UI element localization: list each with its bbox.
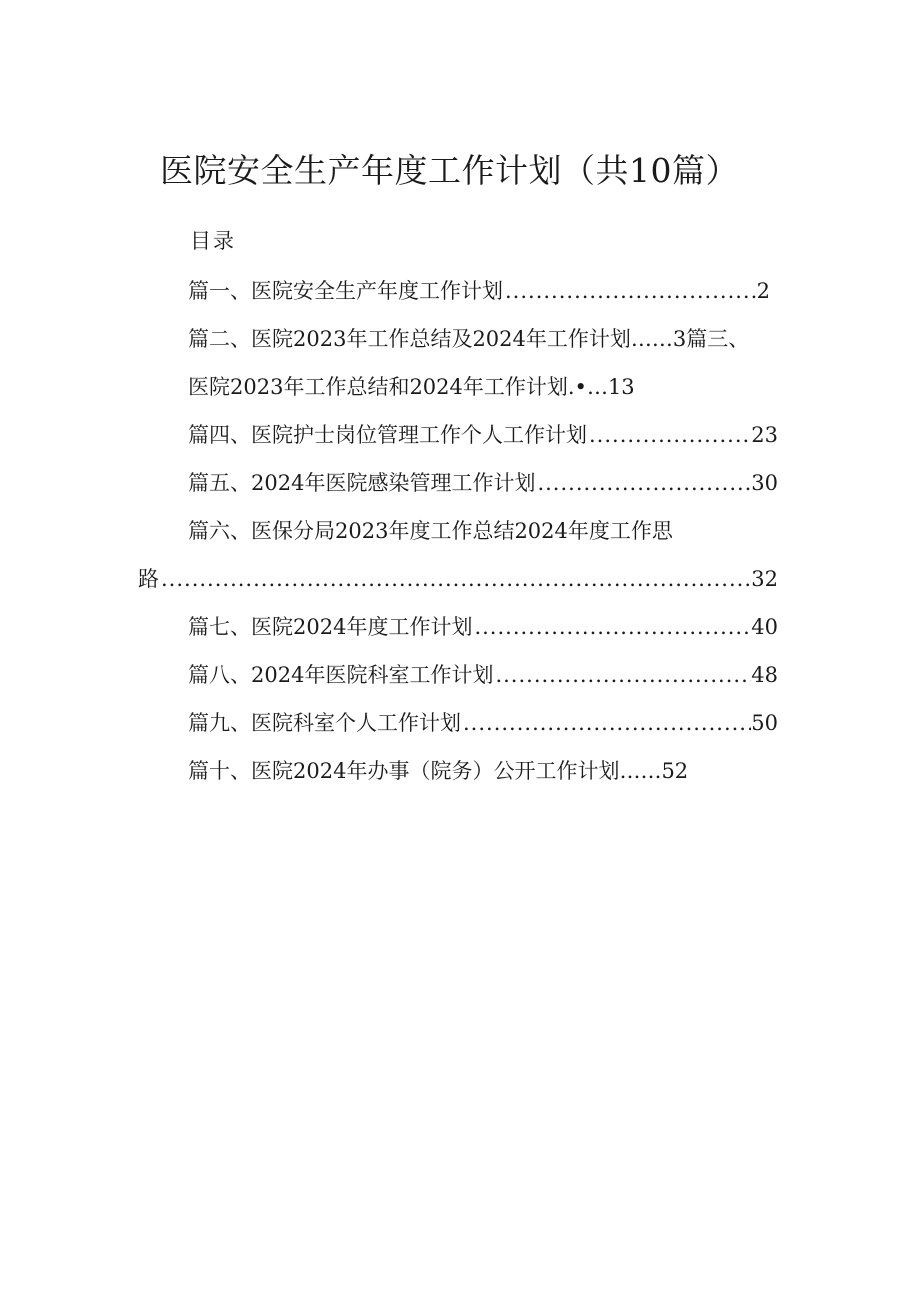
toc-leader: [503, 274, 757, 308]
toc-entry-7-title: 篇七、医院2024年度工作计划: [188, 615, 473, 639]
toc-entry-8[interactable]: [188, 658, 778, 692]
toc-entry-8-page: 48: [751, 663, 778, 687]
toc-entry-1-page: 2: [756, 279, 770, 303]
toc-entry-8-title: 篇八、2024年医院科室工作计划: [188, 663, 494, 687]
toc-entry-9[interactable]: [188, 706, 778, 740]
toc-leader: [587, 418, 751, 452]
toc-entry-5-page: 30: [751, 471, 778, 495]
toc-entry-7-page: 40: [751, 615, 778, 639]
toc-leader: [535, 466, 751, 500]
toc-entry-1-title: 篇一、医院安全生产年度工作计划: [188, 279, 503, 303]
toc-entry-6[interactable]: 篇六、医保分局2023年度工作总结2024年度工作思: [188, 519, 673, 543]
toc-entry-4-title: 篇四、医院护士岗位管理工作个人工作计划: [188, 423, 587, 447]
toc-heading: 目录: [190, 229, 236, 253]
toc-leader: [472, 610, 751, 644]
toc-leader: [493, 658, 751, 692]
toc-leader: [461, 706, 751, 740]
toc-entry-9-title: 篇九、医院科室个人工作计划: [188, 711, 461, 735]
toc-entry-2[interactable]: 篇二、医院2023年工作总结及2024年工作计划……3篇三、: [188, 327, 750, 351]
toc-entry-6-title-tail: 路: [138, 567, 159, 591]
toc-entry-1[interactable]: [188, 274, 770, 308]
toc-entry-6-page: 32: [751, 567, 778, 591]
toc-entry-5-title: 篇五、2024年医院感染管理工作计划: [188, 471, 536, 495]
toc-entry-9-page: 50: [751, 711, 778, 735]
toc-entry-4-page: 23: [751, 423, 778, 447]
toc-entry-6-continued[interactable]: [138, 562, 778, 596]
toc-leader: [159, 562, 751, 596]
toc-entry-4[interactable]: [188, 418, 778, 452]
toc-entry-3[interactable]: 医院2023年工作总结和2024年工作计划.•…13: [188, 375, 635, 399]
toc-entry-10[interactable]: 篇十、医院2024年办事（院务）公开工作计划……52: [188, 759, 689, 783]
toc-entry-5[interactable]: [188, 466, 778, 500]
document-title: 医院安全生产年度工作计划（共10篇）: [160, 151, 739, 190]
toc-entry-7[interactable]: [188, 610, 778, 644]
